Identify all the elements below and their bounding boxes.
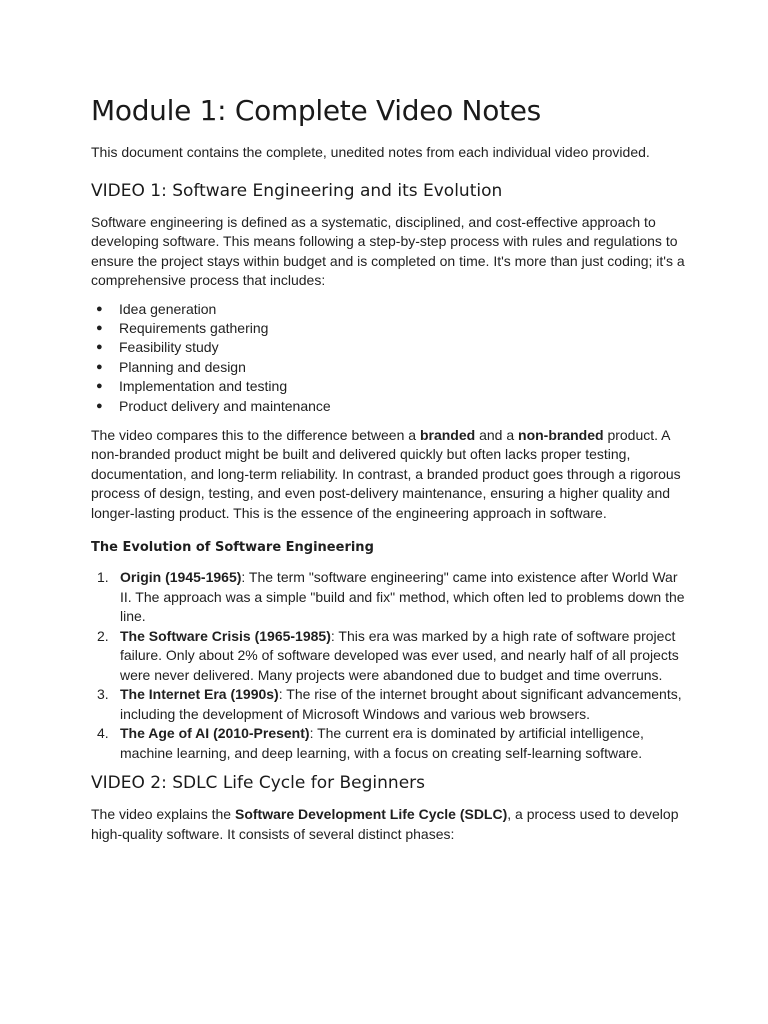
- bullet-icon: ●: [96, 399, 103, 412]
- era-label: The Age of AI (2010-Present): [120, 725, 310, 742]
- list-number: 4.: [97, 725, 109, 742]
- document-title: Module 1: Complete Video Notes: [91, 94, 541, 127]
- list-item: [91, 724, 691, 763]
- era-description: : The rise of the internet brought about significant advancements, including the development of Microsoft Windows and various web browsers.: [120, 686, 682, 722]
- list-item: [91, 627, 691, 686]
- video2-paragraph: The video explains the Software Development Life Cycle (SDLC), a process used to develop high-quality software. It consists of several distinct phases:: [91, 806, 679, 842]
- list-number: 3.: [97, 686, 109, 703]
- list-item: [91, 300, 691, 319]
- list-item: [91, 685, 691, 724]
- era-description: : This era was marked by a high rate of software project failure. Only about 2% of software developed was ever used, and nearly half of all projects were never delivered. Many projects were abandoned due to budget and time overruns.: [120, 627, 679, 683]
- intro-paragraph: This document contains the complete, unedited notes from each individual video provided.: [91, 144, 650, 160]
- era-description: : The current era is dominated by artificial intelligence, machine learning, and deep learning, with a focus on creating self-learning software.: [120, 725, 644, 761]
- evolution-heading: The Evolution of Software Engineering: [91, 540, 374, 556]
- bullet-icon: ●: [96, 360, 103, 373]
- era-label: Origin (1945-1965): [120, 569, 242, 586]
- process-bullet-list: [91, 300, 691, 416]
- list-item: [91, 358, 691, 377]
- list-item-text: Planning and design: [119, 358, 246, 375]
- era-label: The Software Crisis (1965-1985): [120, 627, 331, 644]
- bold-term-non-branded: non-branded: [518, 426, 604, 443]
- video2-heading: VIDEO 2: SDLC Life Cycle for Beginners: [91, 773, 426, 794]
- list-item: [91, 338, 691, 357]
- list-number: 2.: [97, 627, 109, 644]
- list-item-text: Product delivery and maintenance: [119, 397, 331, 414]
- bullet-icon: ●: [96, 341, 103, 354]
- list-item: [91, 319, 691, 338]
- evolution-list: [91, 568, 691, 763]
- bullet-icon: ●: [96, 302, 103, 315]
- video1-paragraph-1: Software engineering is defined as a systematic, disciplined, and cost-effective approach to developing software. This means following a step-by-step process with rules and regulations to ensure the project stays within budget and is completed on time. It's more than just coding; it's a comprehensive process that includes:: [91, 213, 685, 288]
- list-item-text: Requirements gathering: [119, 319, 269, 336]
- list-item: [91, 377, 691, 396]
- bullet-icon: ●: [96, 321, 103, 334]
- list-item-text: Idea generation: [119, 300, 217, 317]
- bold-term-sdlc: Software Development Life Cycle (SDLC): [234, 806, 508, 823]
- list-item-text: Feasibility study: [119, 339, 219, 356]
- list-item: [91, 397, 691, 416]
- era-description: : The term "software engineering" came into existence after World War II. The approach was a simple "build and fix" method, which often led to problems down the line.: [120, 569, 685, 625]
- list-item: [91, 568, 691, 627]
- list-item-text: Implementation and testing: [119, 378, 288, 395]
- document-page: [91, 92, 691, 844]
- era-label: The Internet Era (1990s): [120, 686, 279, 703]
- bold-term-branded: branded: [419, 426, 476, 443]
- bullet-icon: ●: [96, 380, 103, 393]
- video1-paragraph-2: The video compares this to the difference between a branded and a non-branded product. A non-branded product might be built and delivered quickly but often lacks proper testing, documentation, and long-term reliability. In contrast, a branded product goes through a rigorous process of design, testing, and even post-delivery maintenance, ensuring a higher quality and longer-lasting product. This is the essence of the engineering approach in software.: [91, 426, 681, 521]
- video1-heading: VIDEO 1: Software Engineering and its Evolution: [91, 180, 503, 201]
- list-number: 1.: [97, 569, 109, 586]
